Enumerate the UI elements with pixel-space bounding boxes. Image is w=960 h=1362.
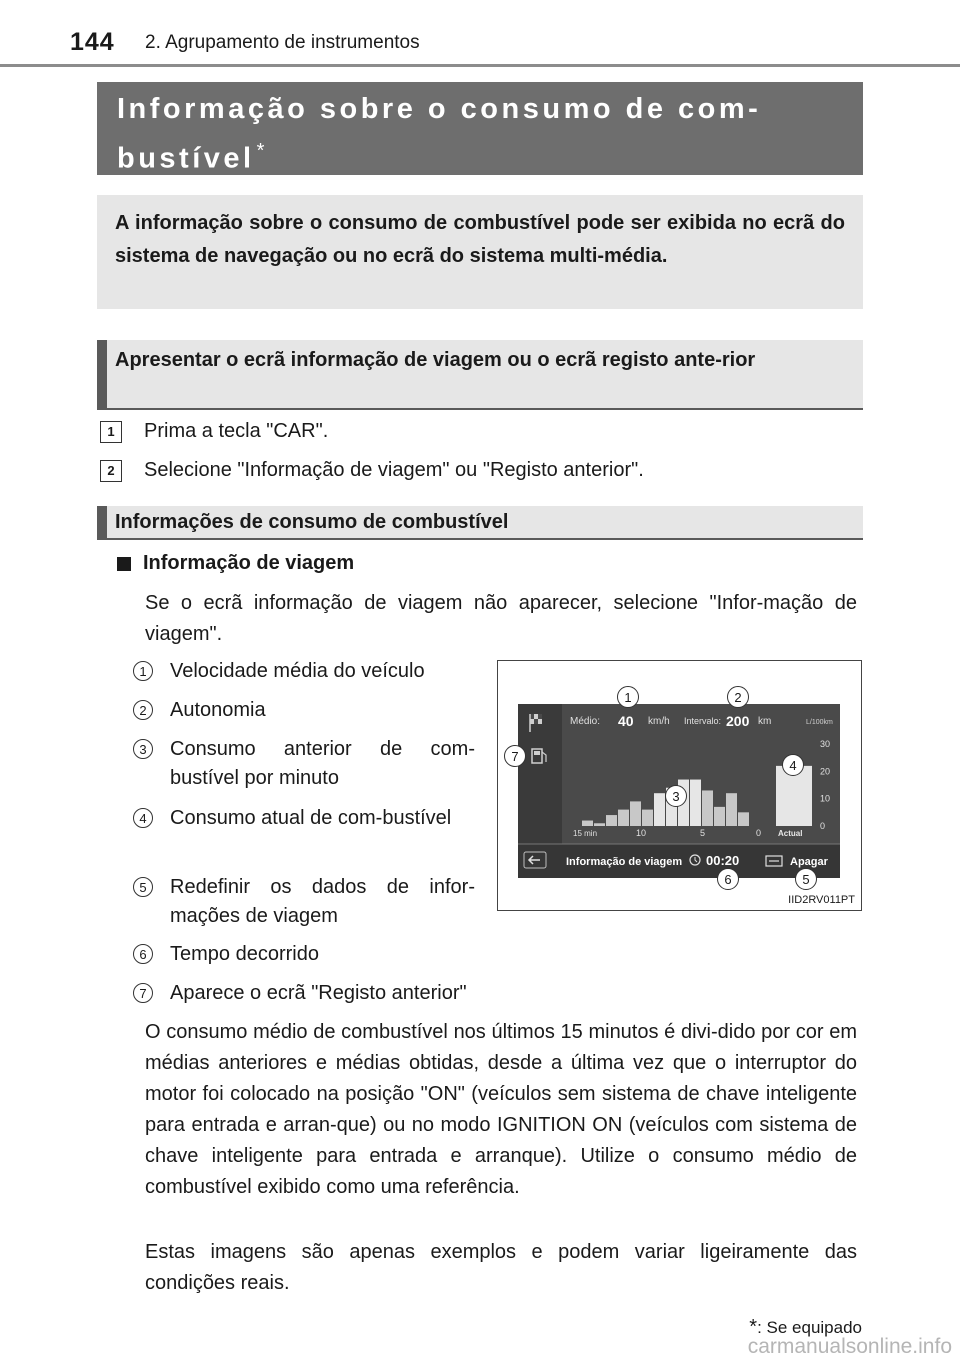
step-text: Selecione "Informação de viagem" ou "Registo anterior". xyxy=(144,459,644,481)
header-rule xyxy=(0,64,960,67)
step-1 xyxy=(100,420,328,443)
trip-info-note: Se o ecrã informação de viagem não aparecer, selecione "Infor-mação de viagem". xyxy=(145,592,857,645)
history-bar xyxy=(690,780,701,826)
callout-2: 2 xyxy=(727,686,749,708)
callout-6: 6 xyxy=(717,868,739,890)
item-text: Velocidade média do veículo xyxy=(170,660,425,682)
disclaimer-paragraph: Estas imagens são apenas exemplos e podem variar ligeiramente das condições reais. xyxy=(145,1241,857,1294)
step-text: Prima a tecla "CAR". xyxy=(144,420,329,442)
intro-box: A informação sobre o consumo de combustível pode ser exibida no ecrã do sistema de navegação ou no ecrã do sistema multi-média. xyxy=(97,195,863,309)
list-item xyxy=(133,979,590,1008)
section-title xyxy=(117,88,843,180)
callout-5: 5 xyxy=(795,868,817,890)
avg-speed-value: 40 xyxy=(618,713,634,729)
history-bar xyxy=(594,823,605,826)
watermark: carmanualsonline.info xyxy=(747,1335,952,1358)
section-title-line2 xyxy=(117,130,843,180)
list-item xyxy=(133,735,475,793)
step-2 xyxy=(100,459,644,482)
trip-info-menu-label: Informação de viagem xyxy=(566,856,683,868)
equipped-marker: * xyxy=(256,140,268,162)
item-text: Aparece o ecrã "Registo anterior" xyxy=(170,982,467,1004)
item-text: Consumo atual de com-bustível xyxy=(170,807,452,829)
step-number: 2 xyxy=(100,460,122,482)
x-tick-label: 10 xyxy=(636,828,647,838)
footnote-marker: * xyxy=(749,1316,758,1338)
figure xyxy=(497,660,862,911)
item-number: 5 xyxy=(133,877,153,897)
list-item xyxy=(133,804,475,833)
list-item xyxy=(133,873,475,931)
y-tick-label: 30 xyxy=(820,739,831,749)
history-bar xyxy=(654,793,665,826)
y-tick-label: 10 xyxy=(820,793,831,804)
figure-code: IID2RV011PT xyxy=(788,894,855,906)
section-title-line1: Informação sobre o consumo de com- xyxy=(117,93,762,125)
history-bar xyxy=(618,810,629,826)
callout-4: 4 xyxy=(782,754,804,776)
x-tick-label: 5 xyxy=(700,828,706,838)
subhead-fuel-consumption: Informações de consumo de combustível xyxy=(97,506,863,540)
item-number: 6 xyxy=(133,944,153,964)
item-number: 4 xyxy=(133,808,153,828)
section-title-bar xyxy=(97,82,863,175)
callout-1: 1 xyxy=(617,686,639,708)
history-bar xyxy=(714,807,725,826)
elapsed-time: 00:20 xyxy=(706,853,740,868)
consumption-unit: L/100km xyxy=(806,719,833,726)
chapter-title: 2. Agrupamento de instrumentos xyxy=(145,32,420,53)
item-number: 1 xyxy=(133,661,153,681)
clear-label: Apagar xyxy=(790,856,828,868)
footnote-text: : Se equipado xyxy=(757,1318,862,1337)
list-item xyxy=(133,657,475,686)
interval-label: Intervalo: xyxy=(684,716,722,726)
item-text: Tempo decorrido xyxy=(170,943,319,965)
history-bar xyxy=(630,801,641,826)
page-number: 144 xyxy=(70,28,115,56)
history-bar xyxy=(726,793,737,826)
actual-label: Actual xyxy=(778,829,803,838)
history-bar xyxy=(582,821,593,826)
y-tick-label: 20 xyxy=(820,766,831,777)
trip-info-heading-text: Informação de viagem xyxy=(143,552,355,574)
item-text: Consumo anterior de com-bustível por minuto xyxy=(170,738,475,789)
y-tick-label: 0 xyxy=(820,821,826,831)
list-item xyxy=(133,940,475,969)
interval-value: 200 xyxy=(726,713,750,729)
history-bar xyxy=(702,790,713,826)
interval-unit: km xyxy=(758,716,772,727)
item-text: Redefinir os dados de infor-mações de viagem xyxy=(170,876,475,927)
history-bar xyxy=(606,815,617,826)
section-title-line2-text: bustível xyxy=(117,142,255,175)
list-item xyxy=(133,696,475,725)
history-bar xyxy=(642,810,653,826)
history-bar xyxy=(738,812,749,826)
consumption-paragraph: O consumo médio de combustível nos últimos 15 minutos é divi-dido por cor em médias anteriores e médias obtidas, desde a última vez que o interruptor do motor foi colocado na posição "ON" (veículos sem sistema de chave inteligente para entrada e arran-que) ou no modo IGNITION ON (veículos com sistema de chave inteligente para entrada e arranque). Utilize o consumo médio de combustível exibido como uma referência. xyxy=(145,1021,857,1198)
item-text: Autonomia xyxy=(170,699,266,721)
callout-3: 3 xyxy=(665,785,687,807)
subhead-display-screen: Apresentar o ecrã informação de viagem ou o ecrã registo ante-rior xyxy=(97,340,863,410)
avg-speed-unit: km/h xyxy=(648,716,670,727)
x-tick-label: 0 xyxy=(756,828,762,838)
item-number: 7 xyxy=(133,983,153,1003)
bullet-square-icon xyxy=(117,557,131,571)
trip-info-heading xyxy=(117,552,354,575)
avg-speed-label: Médio: xyxy=(570,716,601,727)
callout-7: 7 xyxy=(504,745,526,767)
item-number: 3 xyxy=(133,739,153,759)
item-number: 2 xyxy=(133,700,153,720)
x-tick-label: 15 min xyxy=(573,829,598,838)
step-number: 1 xyxy=(100,421,122,443)
